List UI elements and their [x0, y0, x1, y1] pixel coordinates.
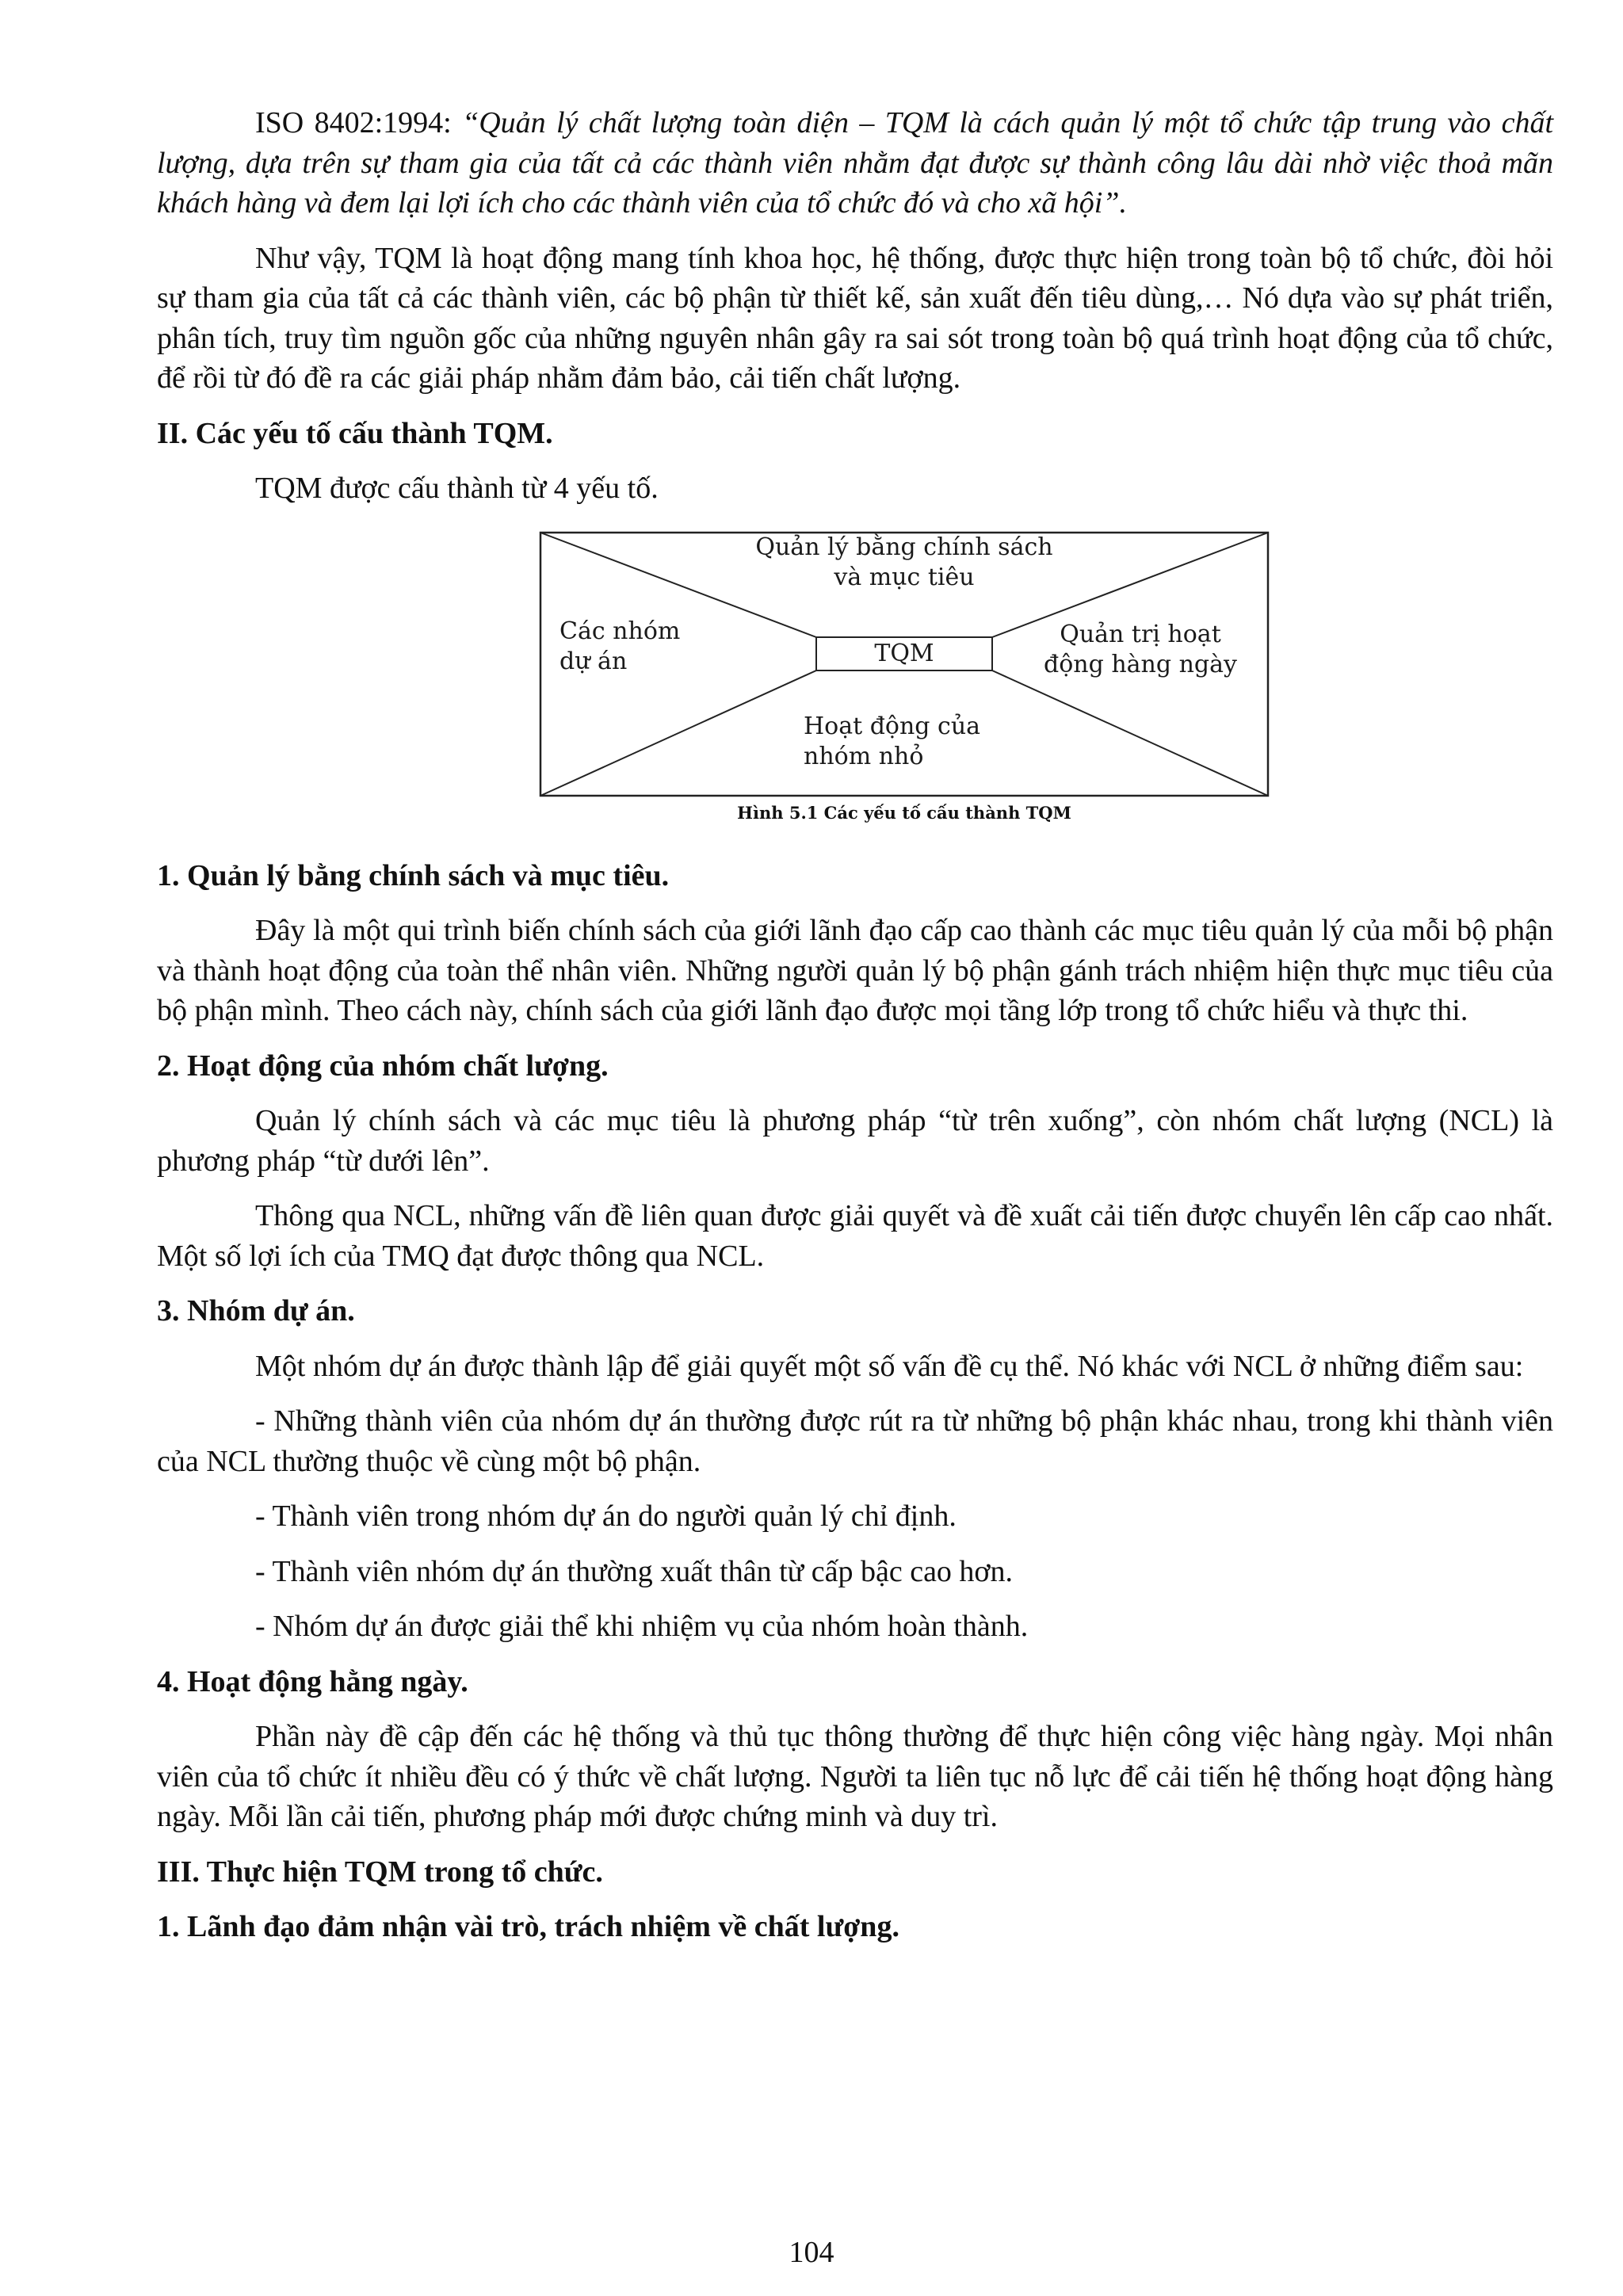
paragraph-nhu-vay: Như vậy, TQM là hoạt động mang tính khoa học, hệ thống, được thực hiện trong toàn bộ tổ chức, đòi hỏi sự tham gia của tất cả các thành viên, các bộ phận từ thiết kế, sản xuất đến tiêu dùng,… Nó dựa vào sự phát triển, phân tích, truy tìm nguồn gốc của những nguyên nhân gây ra sai sót trong toàn bộ quá trình hoạt động của tổ chức, để rồi từ đó đề ra các giải pháp nhằm đảm bảo, cải tiến chất lượng.	[157, 241, 1553, 395]
heading-3-project-group: 3. Nhóm dự án.	[157, 1294, 355, 1328]
heading-2-quality-group: 2. Hoạt động của nhóm chất lượng.	[157, 1049, 609, 1083]
paragraph-1-policy: Đây là một qui trình biến chính sách của giới lãnh đạo cấp cao thành các mục tiêu quản lý của mỗi bộ phận và thành hoạt động của toàn thể nhân viên. Những người quản lý bộ phận gánh trách nhiệm hiện thực mục tiêu của bộ phận mình. Theo cách này, chính sách của giới lãnh đạo được mọi tầng lớp trong tổ chức hiểu và thực thi.	[157, 914, 1553, 1027]
document-page	[157, 103, 1553, 1947]
list-item-3c: - Thành viên nhóm dự án thường xuất thân từ cấp bậc cao hơn.	[255, 1554, 1014, 1588]
paragraph-2b: Thông qua NCL, những vấn đề liên quan được giải quyết và đề xuất cải tiến được chuyển lên cấp cao nhất. Một số lợi ích của TMQ đạt được thông qua NCL.	[157, 1199, 1553, 1273]
paragraph-4: Phần này đề cập đến các hệ thống và thủ tục thông thường để thực hiện công việc hàng ngày. Mọi nhân viên của tổ chức ít nhiều đều có ý thức về chất lượng. Người ta liên tục nỗ lực để cải tiến hệ thống hoạt động hàng ngày. Mỗi lần cải tiến, phương pháp mới được chứng minh và duy trì.	[157, 1720, 1553, 1833]
paragraph-2a: Quản lý chính sách và các mục tiêu là phương pháp “từ trên xuống”, còn nhóm chất lượng (NCL) là phương pháp “từ dưới lên”.	[157, 1104, 1553, 1178]
list-item-3a: - Những thành viên của nhóm dự án thường được rút ra từ những bộ phận khác nhau, trong khi thành viên của NCL thường thuộc về cùng một bộ phận.	[157, 1404, 1553, 1478]
heading-4-daily-activity: 4. Hoạt động hằng ngày.	[157, 1664, 468, 1698]
tqm-elements-diagram	[539, 531, 1270, 797]
heading-section-III: III. Thực hiện TQM trong tổ chức.	[157, 1855, 603, 1889]
diagram-label-top: Quản lý bằng chính sách và mục tiêu	[755, 533, 1053, 591]
iso-quote: “Quản lý chất lượng toàn diện – TQM là cách quản lý một tổ chức tập trung vào chất lượng, dựa trên sự tham gia của tất cả các thành viên nhằm đạt được sự thành công lâu dài nhờ việc thoả mãn khách hàng và đem lại lợi ích cho các thành viên của tổ chức đó và cho xã hội”.	[157, 106, 1553, 220]
paragraph-3: Một nhóm dự án được thành lập để giải quyết một số vấn đề cụ thể. Nó khác với NCL ở những điểm sau:	[255, 1349, 1524, 1383]
heading-III-1-leadership: 1. Lãnh đạo đảm nhận vài trò, trách nhiệm về chất lượng.	[157, 1910, 899, 1943]
diagram-line-bottom-right	[992, 670, 1268, 796]
diagram-label-left: Các nhóm dự án	[559, 617, 681, 675]
diagram-line-bottom-left	[540, 670, 816, 796]
iso-definition-paragraph	[157, 103, 1553, 223]
diagram-label-right: Quản trị hoạt động hàng ngày	[1044, 620, 1237, 678]
paragraph-tqm-four-elements: TQM được cấu thành từ 4 yếu tố.	[255, 472, 659, 505]
iso-reference: ISO 8402:1994:	[255, 106, 463, 139]
diagram-label-bottom: Hoạt động của nhóm nhỏ	[804, 712, 981, 770]
heading-1-policy: 1. Quản lý bằng chính sách và mục tiêu.	[157, 858, 670, 892]
list-item-3d: - Nhóm dự án được giải thể khi nhiệm vụ của nhóm hoàn thành.	[255, 1610, 1029, 1643]
page-number: 104	[789, 2236, 834, 2269]
figure-caption: Hình 5.1 Các yếu tố cấu thành TQM	[737, 802, 1071, 823]
diagram-label-center: TQM	[874, 639, 934, 667]
heading-section-II: II. Các yếu tố cấu thành TQM.	[157, 416, 553, 450]
list-item-3b: - Thành viên trong nhóm dự án do người quản lý chỉ định.	[255, 1499, 957, 1533]
